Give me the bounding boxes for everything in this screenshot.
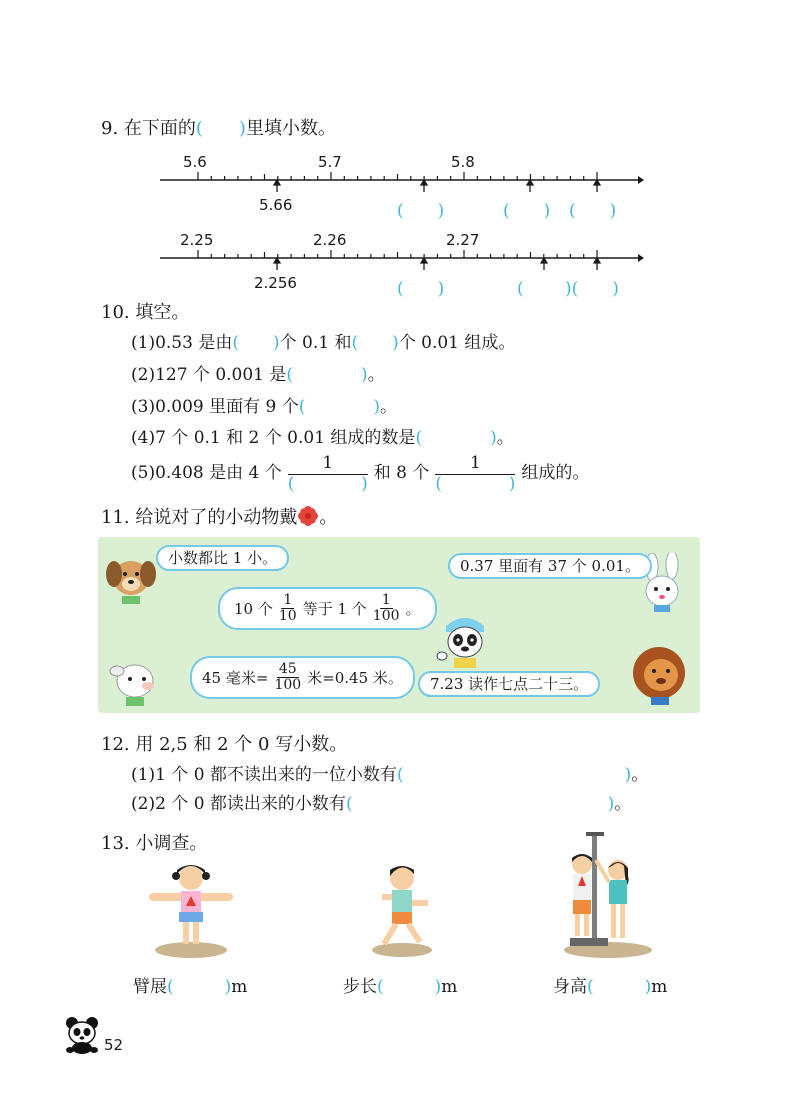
bubble-panda[interactable]: 10 个 $\frac{1}{10}$ 等于 1 个 $\frac{1}{100}$ 。	[218, 587, 437, 630]
nl1-label-2: 5.7	[318, 153, 342, 171]
puppy-icon[interactable]	[104, 552, 158, 604]
bubble-panda-fraction-2: $\frac{1}{100}$	[372, 592, 400, 624]
q12-item-2: (2)2 个 0 都读出来的小数有( )。	[131, 794, 632, 814]
q13-title: 13. 小调查。	[101, 833, 208, 854]
q10-item-5: (5)0.408 是由 4 个 1 ( ) 和 8 个 1 ( ) 组成的。	[131, 453, 590, 494]
bubble-panda-fraction-1: $\frac{1}{10}$	[278, 592, 297, 624]
q13-label-steplength: 步长( )m	[343, 977, 458, 997]
q10-title: 10. 填空。	[101, 302, 190, 323]
q12-title: 12. 用 2,5 和 2 个 0 写小数。	[101, 734, 348, 755]
q10-5-blank-1[interactable]: ( )	[287, 474, 368, 494]
nl2-blank-3[interactable]: )( )	[565, 279, 619, 299]
q10-4-blank[interactable]: ( )	[415, 428, 497, 448]
q12-1-blank[interactable]: ( )	[396, 765, 632, 785]
q11-title: 11. 给说对了的小动物戴 。	[101, 507, 338, 528]
nl2-answer: 2.256	[254, 274, 297, 292]
q10-item-1: (1)0.53 是由( )个 0.1 和( )个 0.01 组成。	[131, 333, 516, 353]
q10-3-blank[interactable]: ( )	[298, 397, 381, 417]
nl2-label-1: 2.25	[180, 231, 214, 249]
panda-logo-icon	[62, 1014, 102, 1056]
sheep-icon[interactable]	[106, 655, 164, 707]
panda-icon[interactable]	[436, 612, 494, 670]
nl1-answer: 5.66	[259, 196, 293, 214]
q10-item-3: (3)0.009 里面有 9 个( )。	[131, 397, 398, 417]
page-number: 52	[104, 1036, 124, 1054]
red-flower-icon	[297, 505, 319, 527]
q9-title: 9. 在下面的( )里填小数。	[101, 118, 336, 139]
q10-1-blank-a[interactable]: ( )	[232, 333, 280, 353]
q12-2-blank[interactable]: ( )	[345, 794, 615, 814]
q10-5-blank-2[interactable]: ( )	[435, 474, 516, 494]
boy-walking-illustration	[362, 860, 442, 960]
height-measure-illustration	[556, 830, 660, 960]
steplength-blank[interactable]: ( )	[377, 977, 442, 997]
q10-item-4: (4)7 个 0.1 和 2 个 0.01 组成的数是( )。	[131, 428, 514, 448]
height-blank[interactable]: ( )	[587, 977, 652, 997]
nl2-blank-2[interactable]: (	[517, 279, 558, 299]
nl2-blank-1[interactable]: ( )	[397, 279, 445, 299]
q10-5-fraction-2: 1 ( )	[435, 453, 516, 494]
q10-2-blank[interactable]: ( )	[286, 365, 368, 385]
armspan-blank[interactable]: ( )	[167, 977, 232, 997]
q12-item-1: (1)1 个 0 都不读出来的一位小数有( )。	[131, 765, 649, 785]
bubble-puppy[interactable]: 小数都比 1 小。	[156, 545, 289, 571]
bubble-sheep[interactable]: 45 毫米= $\frac{45}{100}$ 米=0.45 米。	[190, 656, 415, 699]
nl1-blank-2[interactable]: ( )	[503, 201, 551, 221]
q9-title-paren: ( )	[195, 118, 246, 139]
nl1-label-1: 5.6	[183, 153, 207, 171]
bubble-lion[interactable]: 7.23 读作七点二十三。	[418, 671, 600, 697]
q10-1-blank-b[interactable]: ( )	[351, 333, 399, 353]
girl-armspan-illustration	[143, 858, 239, 962]
q13-label-armspan: 臂展( )m	[133, 977, 248, 997]
nl2-label-2: 2.26	[313, 231, 347, 249]
bubble-sheep-fraction: $\frac{45}{100}$	[274, 661, 302, 693]
nl1-blank-3[interactable]: ( )	[569, 201, 617, 221]
nl1-blank-1[interactable]: ( )	[397, 201, 445, 221]
q13-label-height: 身高( )m	[553, 977, 668, 997]
nl2-label-3: 2.27	[446, 231, 480, 249]
lion-icon[interactable]	[625, 641, 697, 707]
q10-item-2: (2)127 个 0.001 是( )。	[131, 365, 385, 385]
nl1-label-3: 5.8	[451, 153, 475, 171]
q10-5-fraction-1: 1 ( )	[287, 453, 368, 494]
bubble-rabbit[interactable]: 0.37 里面有 37 个 0.01。	[448, 553, 652, 579]
